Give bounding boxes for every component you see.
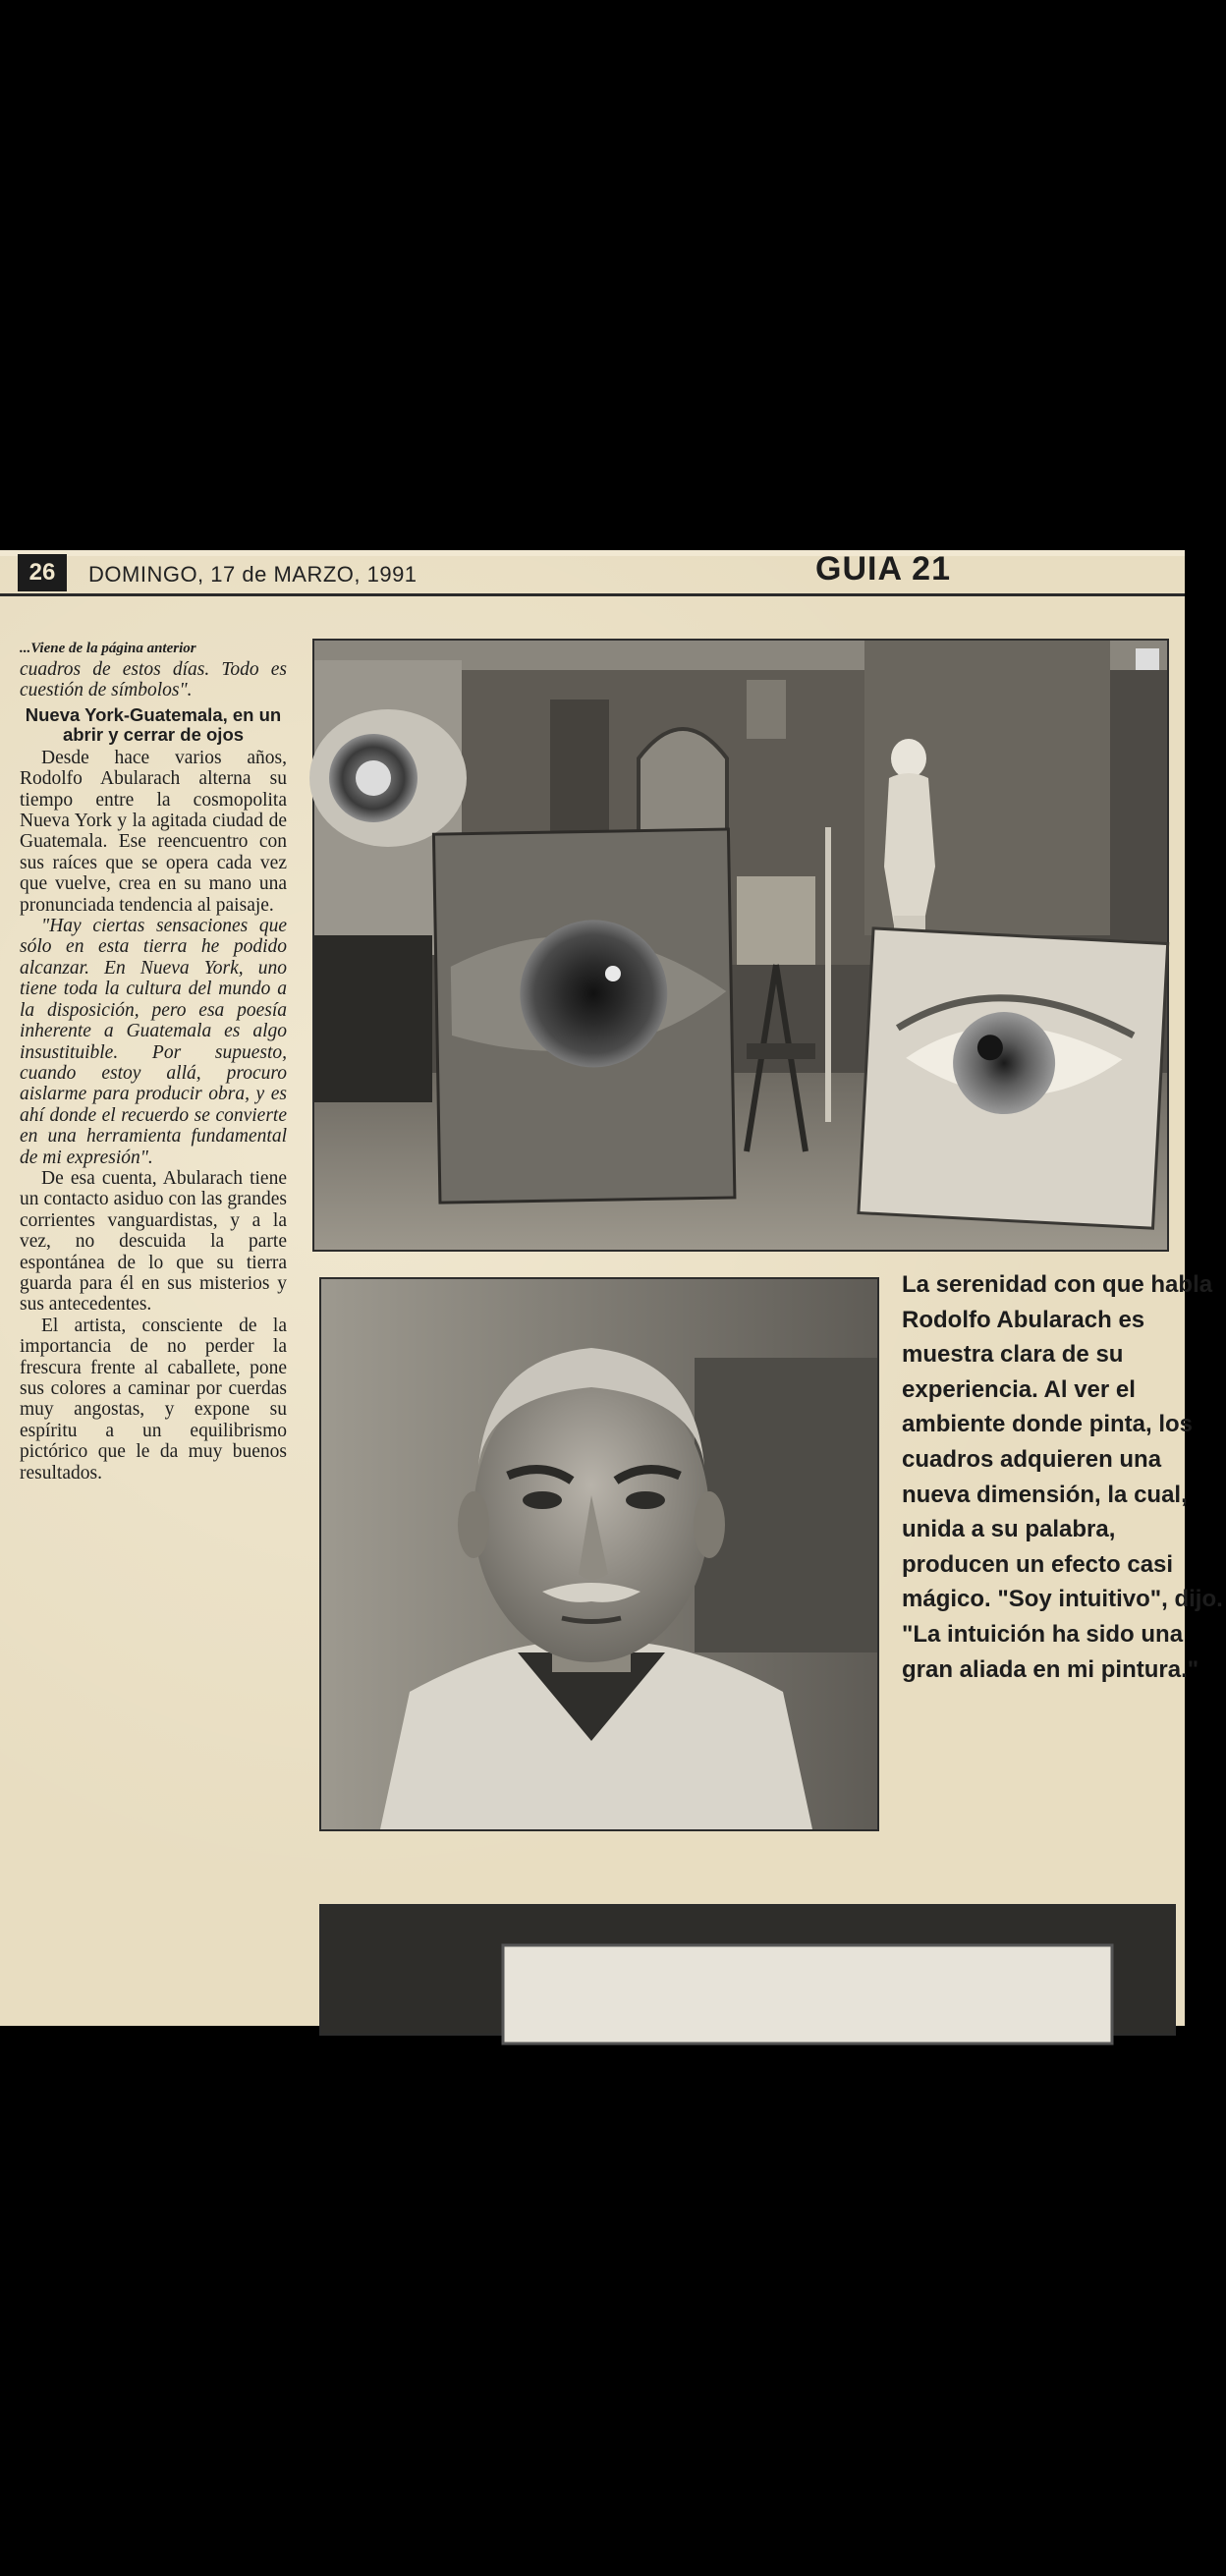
header-rule (0, 593, 1185, 596)
article-paragraph: De esa cuenta, Abularach tiene un contacto asiduo con las grandes corrientes vanguardistas, y a la vez, no descuida la parte espontánea de lo que su tierra guarda para él en sus misterios y sus antecedentes. (20, 1167, 287, 1316)
section-title: GUIA 21 (815, 550, 952, 588)
page-number: 26 (18, 554, 67, 591)
issue-date: DOMINGO, 17 de MARZO, 1991 (88, 562, 418, 587)
bottom-photo-image (321, 1906, 1174, 2034)
article-paragraph: El artista, consciente de la importancia de no perder la frescura frente al caballete, pone sus colores a caminar por cuerdas muy angostas, y expone su espíritu a un equilibrismo pictórico que le da muy buenos resultados. (20, 1315, 287, 1484)
studio-photo (312, 639, 1169, 1252)
article-column (20, 641, 287, 1484)
article-paragraph: cuadros de estos días. Todo es cuestión de símbolos". (20, 659, 287, 701)
studio-photo-image (314, 641, 1167, 1250)
artist-portrait-photo (319, 1277, 879, 1831)
artist-portrait-image (321, 1279, 877, 1829)
continued-from: ...Viene de la página anterior (20, 641, 196, 656)
page-header (0, 550, 1185, 599)
newspaper-clipping (0, 550, 1223, 2026)
photo-caption: La serenidad con que habla Rodolfo Abularach es muestra clara de su experiencia. Al ver el ambiente donde pinta, los cuadros adquieren una nueva dimensión, la cual, unida a su palabra, producen un efecto casi mágico. "Soy intuitivo", dijo. "La intuición ha sido una gran aliada en mi pintura." (902, 1271, 1223, 1683)
article-paragraph: "Hay ciertas sensaciones que sólo en esta tierra he podido alcanzar. En Nueva York, uno tiene toda la cultura del mundo a la disposición, pero esa poesía inherente a Guatemala es algo insustituible. Por supuesto, cuando estoy allá, procuro aislarme para producir obra, y es ahí donde el recuerdo se convierte en una herramienta fundamental de mi expresión". (20, 916, 287, 1168)
article-paragraph: Desde hace varios años, Rodolfo Abularach alterna su tiempo entre la cosmopolita Nueva York y la agitada ciudad de Guatemala. Ese reencuentro con sus raíces que se opera cada vez que vuelve, crea en su mano una pronunciada tendencia al paisaje. (20, 747, 287, 916)
article-subhead: Nueva York-Guatemala, en un abrir y cerrar de ojos (25, 703, 282, 746)
bottom-photo (319, 1904, 1176, 2036)
